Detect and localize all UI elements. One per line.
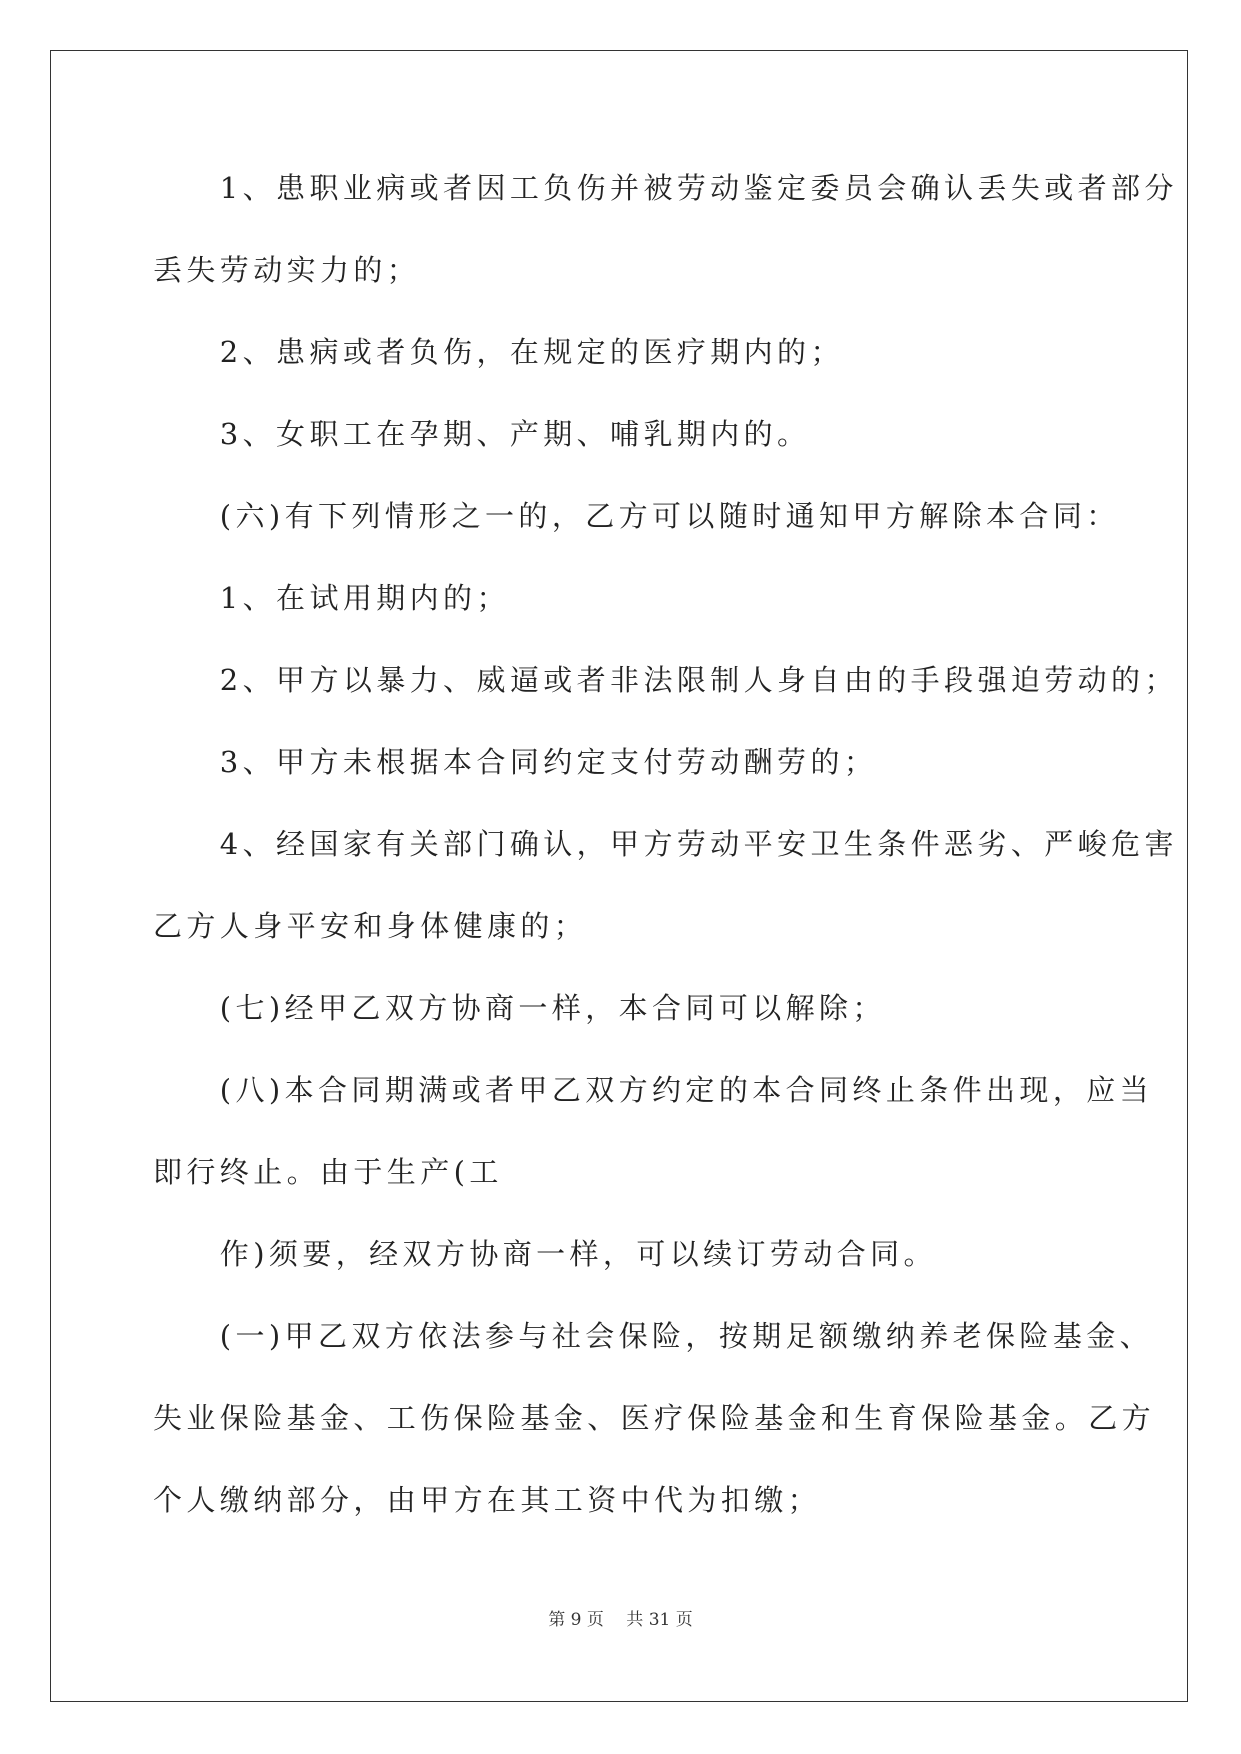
text-line: (七)经甲乙双方协商一样，本合同可以解除； bbox=[153, 991, 886, 1025]
text-line: 乙方人身平安和身体健康的； bbox=[153, 909, 588, 943]
page-number: 第 9 页 共 31 页 bbox=[548, 1610, 693, 1630]
text-line: 3、甲方未根据本合同约定支付劳动酬劳的； bbox=[153, 745, 878, 779]
text-line: 丢失劳动实力的； bbox=[153, 253, 421, 287]
text-line: 作)须要，经双方协商一样，可以续订劳动合同。 bbox=[153, 1237, 937, 1271]
text-line: 即行终止。由于生产(工 bbox=[153, 1155, 503, 1189]
document-body bbox=[153, 158, 1178, 1552]
text-line: 失业保险基金、工伤保险基金、医疗保险基金和生育保险基金。乙方 bbox=[153, 1401, 1156, 1435]
text-line: 个人缴纳部分，由甲方在其工资中代为扣缴； bbox=[153, 1483, 822, 1517]
text-line: 2、患病或者负伤，在规定的医疗期内的； bbox=[153, 335, 844, 369]
text-line: 2、甲方以暴力、威逼或者非法限制人身自由的手段强迫劳动的； bbox=[153, 663, 1178, 697]
text-line: 1、在试用期内的； bbox=[153, 581, 510, 615]
text-line: (六)有下列情形之一的，乙方可以随时通知甲方解除本合同： bbox=[153, 499, 1120, 533]
text-line: 3、女职工在孕期、产期、哺乳期内的。 bbox=[153, 417, 811, 451]
text-line: 1、患职业病或者因工负伤并被劳动鉴定委员会确认丢失或者部分 bbox=[153, 171, 1178, 205]
text-line: 4、经国家有关部门确认，甲方劳动平安卫生条件恶劣、严峻危害 bbox=[153, 827, 1178, 861]
text-line: (一)甲乙双方依法参与社会保险，按期足额缴纳养老保险基金、 bbox=[153, 1319, 1154, 1353]
text-line: (八)本合同期满或者甲乙双方约定的本合同终止条件出现，应当 bbox=[153, 1073, 1154, 1107]
